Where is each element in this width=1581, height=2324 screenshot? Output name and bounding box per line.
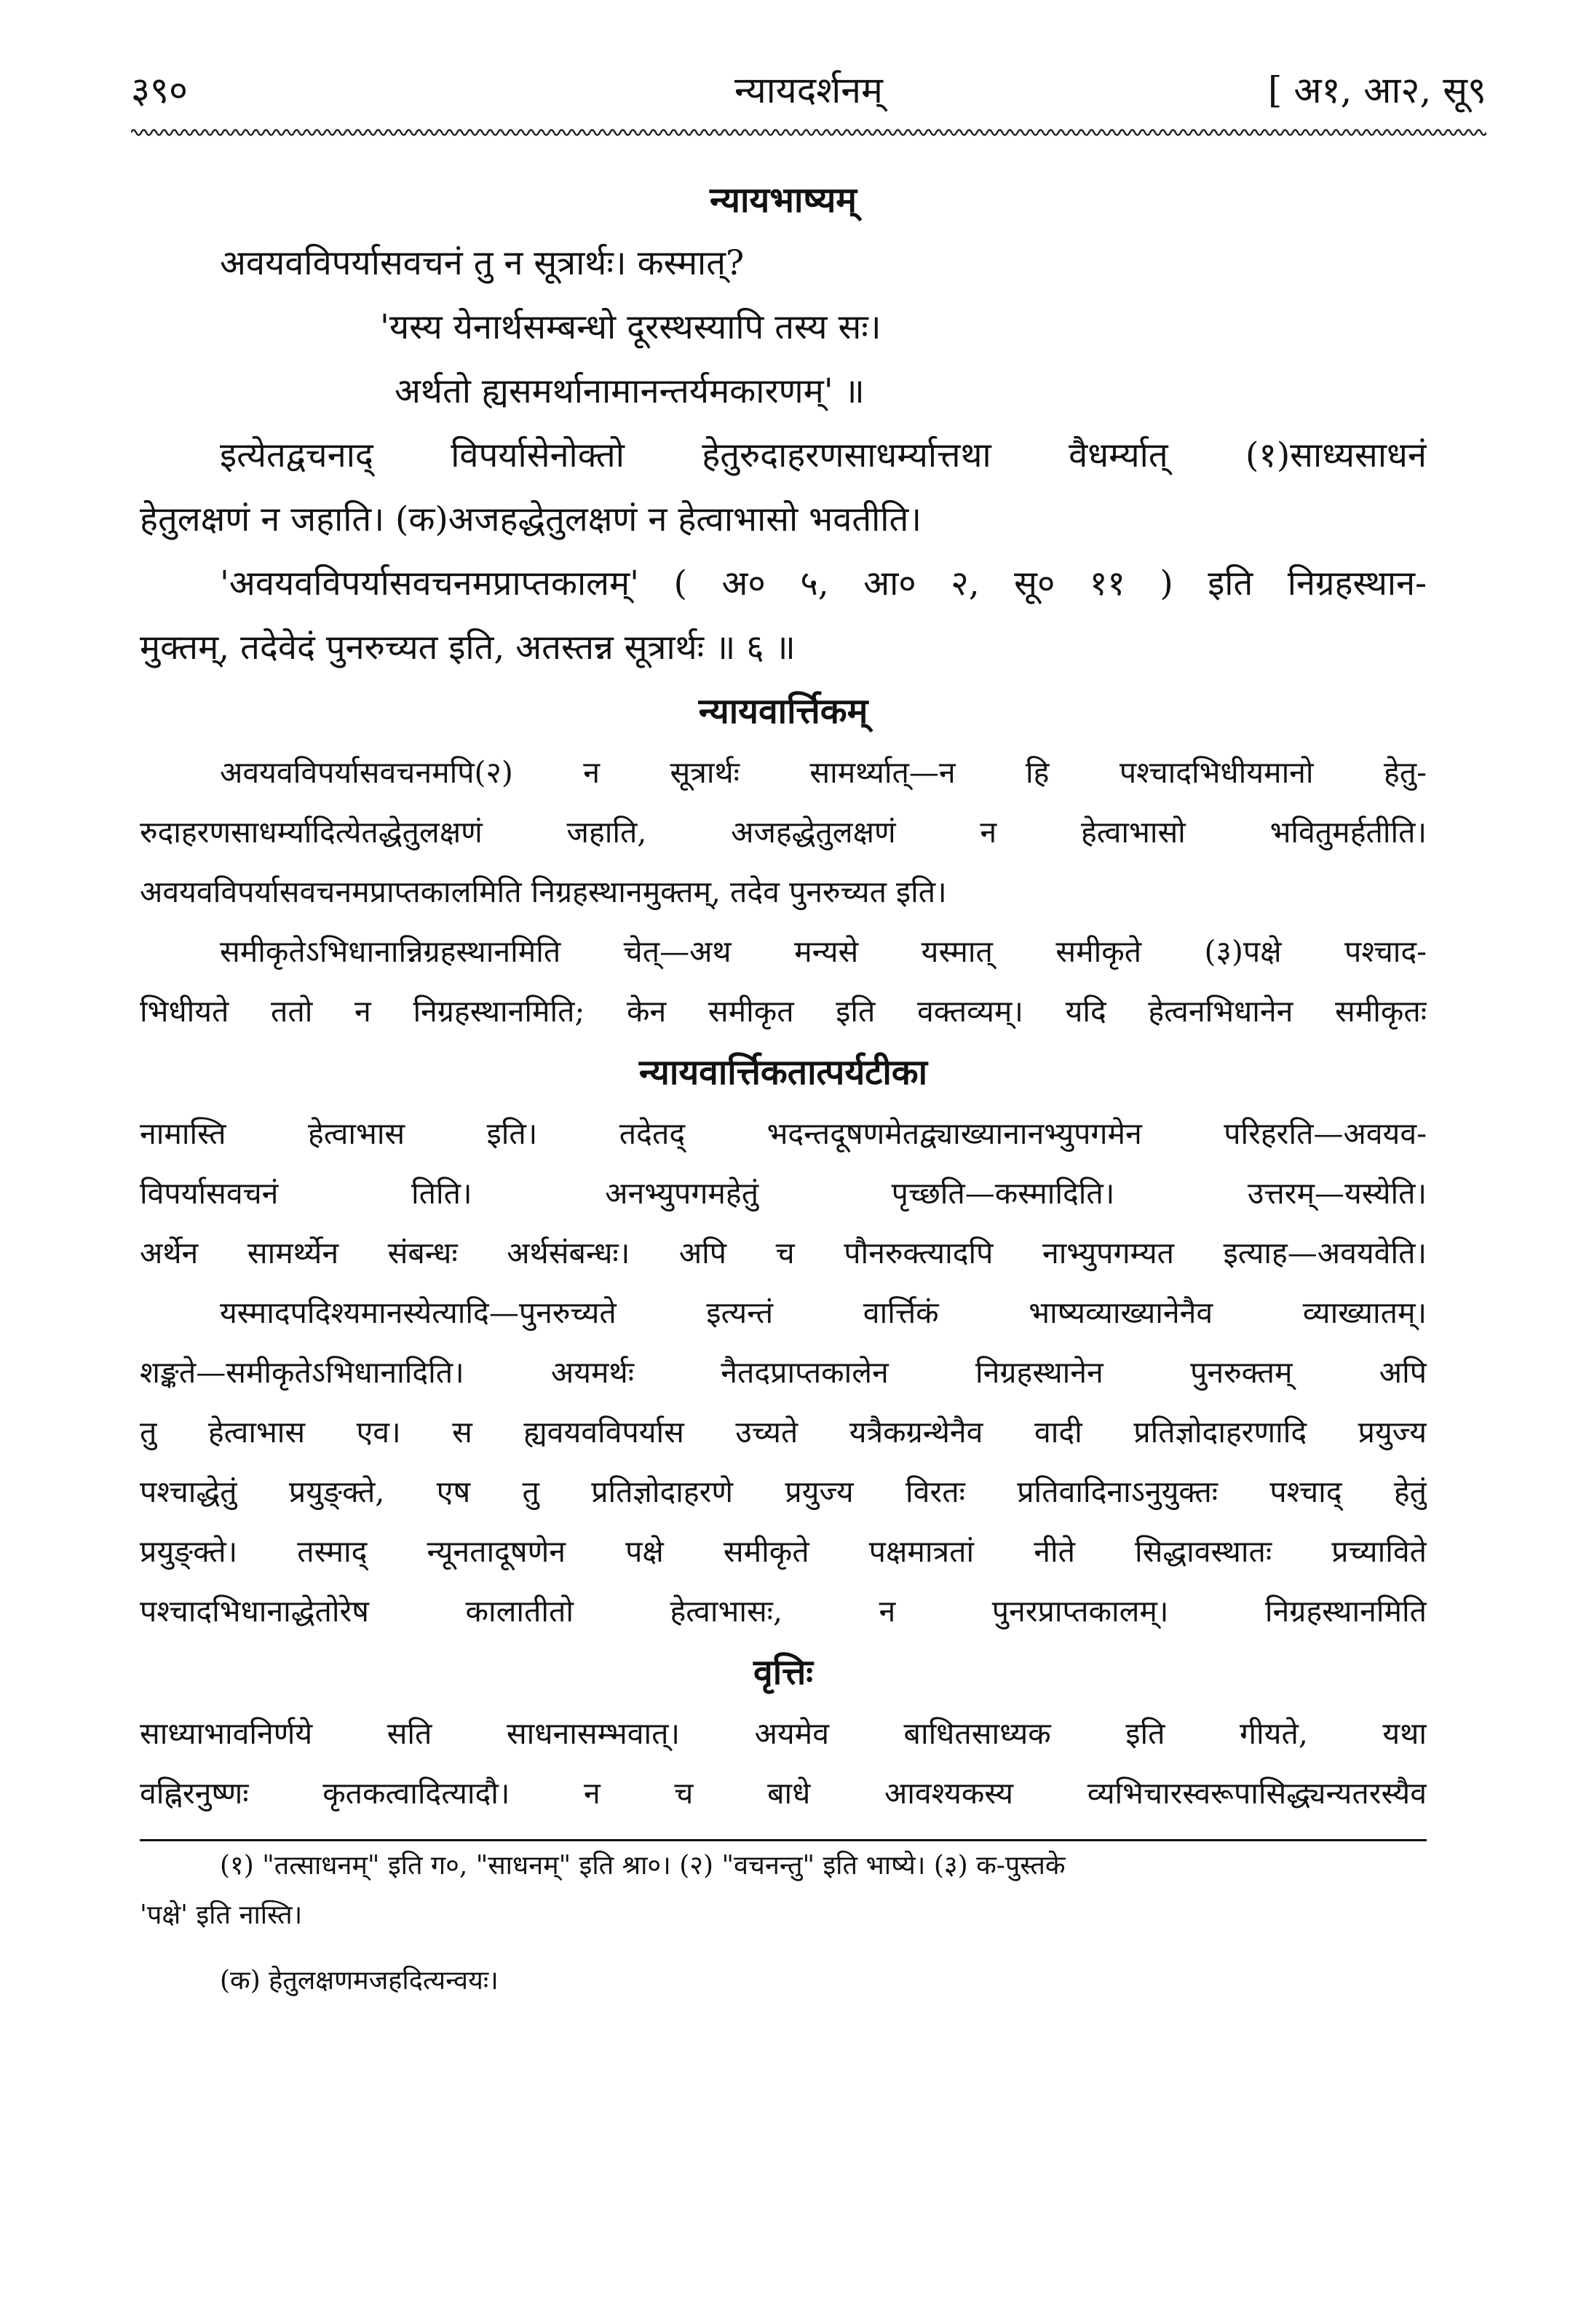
tika-line: अर्थेन सामर्थ्येन संबन्धः अर्थसंबन्धः। अपि च पौनरुक्त्यादपि नाभ्युपगम्यत इत्याह—अवयवेति। bbox=[140, 1236, 1427, 1270]
bhashya-line: मुक्तम्, तदेवेदं पुनरुच्यत इति, अतस्तन्न सूत्रार्थः ॥ ६ ॥ bbox=[140, 628, 796, 668]
tika-line: प्रयुङ्क्ते। तस्माद् न्यूनतादूषणेन पक्षे समीकृते पक्षमात्रतां नीते सिद्धावस्थातः प्रच्याविते bbox=[140, 1534, 1427, 1569]
tika-line: नामास्ति हेत्वाभास इति। तदेतद् भदन्तदूषणमेतद्व्याख्यानानभ्युपगमेन परिहरति—अवयव- bbox=[140, 1116, 1427, 1151]
tika-line: पश्चादभिधानाद्धेतोरेष कालातीतो हेत्वाभासः, न पुनरप्राप्तकालम्। निग्रहस्थानमिति bbox=[140, 1594, 1427, 1629]
bhashya-verse-line: 'यस्य येनार्थसम्बन्धो दूरस्थस्यापि तस्य सः। bbox=[380, 307, 881, 347]
vartika-line: रुदाहरणसाधर्म्यादित्येतद्धेतुलक्षणं जहाति, अजहद्धेतुलक्षणं न हेत्वाभासो भवितुमर्हतीति। bbox=[140, 815, 1427, 850]
bhashya-line: इत्येतद्वचनाद् विपर्यासेनोक्तो हेतुरुदाहरणसाधर्म्यात्तथा वैधर्म्यात् (१)साध्यसाधनं bbox=[220, 435, 1427, 475]
footnote-line: 'पक्षे' इति नास्ति। bbox=[140, 1900, 303, 1930]
vartika-line: भिधीयते ततो न निग्रहस्थानमिति; केन समीकृत इति वक्तव्यम्। यदि हेत्वनभिधानेन समीकृतः bbox=[140, 994, 1427, 1029]
main-text-column bbox=[140, 169, 1427, 2006]
tika-line: शङ्कते—समीकृतेऽभिधानादिति। अयमर्थः नैतदप्राप्तकालेन निग्रहस्थानेन पुनरुक्तम् अपि bbox=[140, 1355, 1427, 1390]
tika-line: तु हेत्वाभास एव। स ह्यवयवविपर्यास उच्यते यत्रैकग्रन्थेनैव वादी प्रतिज्ञोदाहरणादि प्रयुज्य bbox=[140, 1415, 1427, 1450]
bhashya-line: अवयवविपर्यासवचनं तु न सूत्रार्थः। कस्मात्? bbox=[220, 243, 745, 283]
tika-line: यस्मादपदिश्यमानस्येत्यादि—पुनरुच्यते इत्यन्तं वार्त्तिकं भाष्यव्याख्यानेनैव व्याख्यातम्। bbox=[220, 1295, 1427, 1330]
chapter-reference: [ अ१, आ२, सू९ bbox=[1267, 69, 1486, 111]
wavy-rule bbox=[131, 125, 1486, 140]
bhashya-line: 'अवयवविपर्यासवचनमप्राप्तकालम्' ( अ० ५, आ० २, सू० ११ ) इति निग्रहस्थान- bbox=[220, 564, 1427, 604]
page-title: न्यायदर्शनम् bbox=[734, 69, 883, 111]
tika-line: विपर्यासवचनं तिति। अनभ्युपगमहेतुं पृच्छति—कस्मादिति। उत्तरम्—यस्येति। bbox=[140, 1176, 1427, 1211]
vartika-line: अवयवविपर्यासवचनमपि(२) न सूत्रार्थः सामर्थ्यात्—न हि पश्चादभिधीयमानो हेतु- bbox=[220, 755, 1427, 790]
section-heading-tika: न्यायवार्त्तिकतात्पर्यटीका bbox=[638, 1052, 928, 1093]
page-number: ३९० bbox=[131, 69, 188, 111]
bhashya-line: हेतुलक्षणं न जहाति। (क)अजहद्धेतुलक्षणं न हेत्वाभासो भवतीति। bbox=[140, 499, 922, 540]
bhashya-verse-line: अर्थतो ह्यसमर्थानामानन्तर्यमकारणम्' ॥ bbox=[395, 371, 865, 411]
footnote-line: (१) "तत्साधनम्" इति ग०, "साधनम्" इति श्रा०। (२) "वचनन्तु" इति भाष्ये। (३) क-पुस्तके bbox=[220, 1851, 1066, 1881]
vritti-line: वह्निरनुष्णः कृतकत्वादित्यादौ। न च बाधे आवश्यकस्य व्यभिचारस्वरूपासिद्ध्यन्यतरस्यैव bbox=[140, 1776, 1427, 1811]
vartika-line: अवयवविपर्यासवचनमप्राप्तकालमिति निग्रहस्थानमुक्तम्, तदेव पुनरुच्यत इति। bbox=[140, 874, 947, 909]
section-heading-vritti: वृत्तिः bbox=[753, 1652, 813, 1693]
vritti-line: साध्याभावनिर्णये सति साधनासम्भवात्। अयमेव बाधितसाध्यक इति गीयते, यथा bbox=[140, 1716, 1427, 1751]
footnote-line: (क) हेतुलक्षणमजहदित्यन्वयः। bbox=[220, 1966, 499, 1996]
vartika-line: समीकृतेऽभिधानान्निग्रहस्थानमिति चेत्—अथ मन्यसे यस्मात् समीकृते (३)पक्षे पश्चाद- bbox=[220, 934, 1427, 969]
tika-line: पश्चाद्धेतुं प्रयुङ्क्ते, एष तु प्रतिज्ञोदाहरणे प्रयुज्य विरतः प्रतिवादिनाऽनुयुक्तः पश्चाद् हेतुं bbox=[140, 1474, 1427, 1509]
section-heading-bhashya: न्यायभाष्यम् bbox=[709, 180, 857, 221]
section-heading-vartika: न्यायवार्त्तिकम् bbox=[698, 691, 868, 732]
running-header bbox=[131, 64, 1486, 115]
